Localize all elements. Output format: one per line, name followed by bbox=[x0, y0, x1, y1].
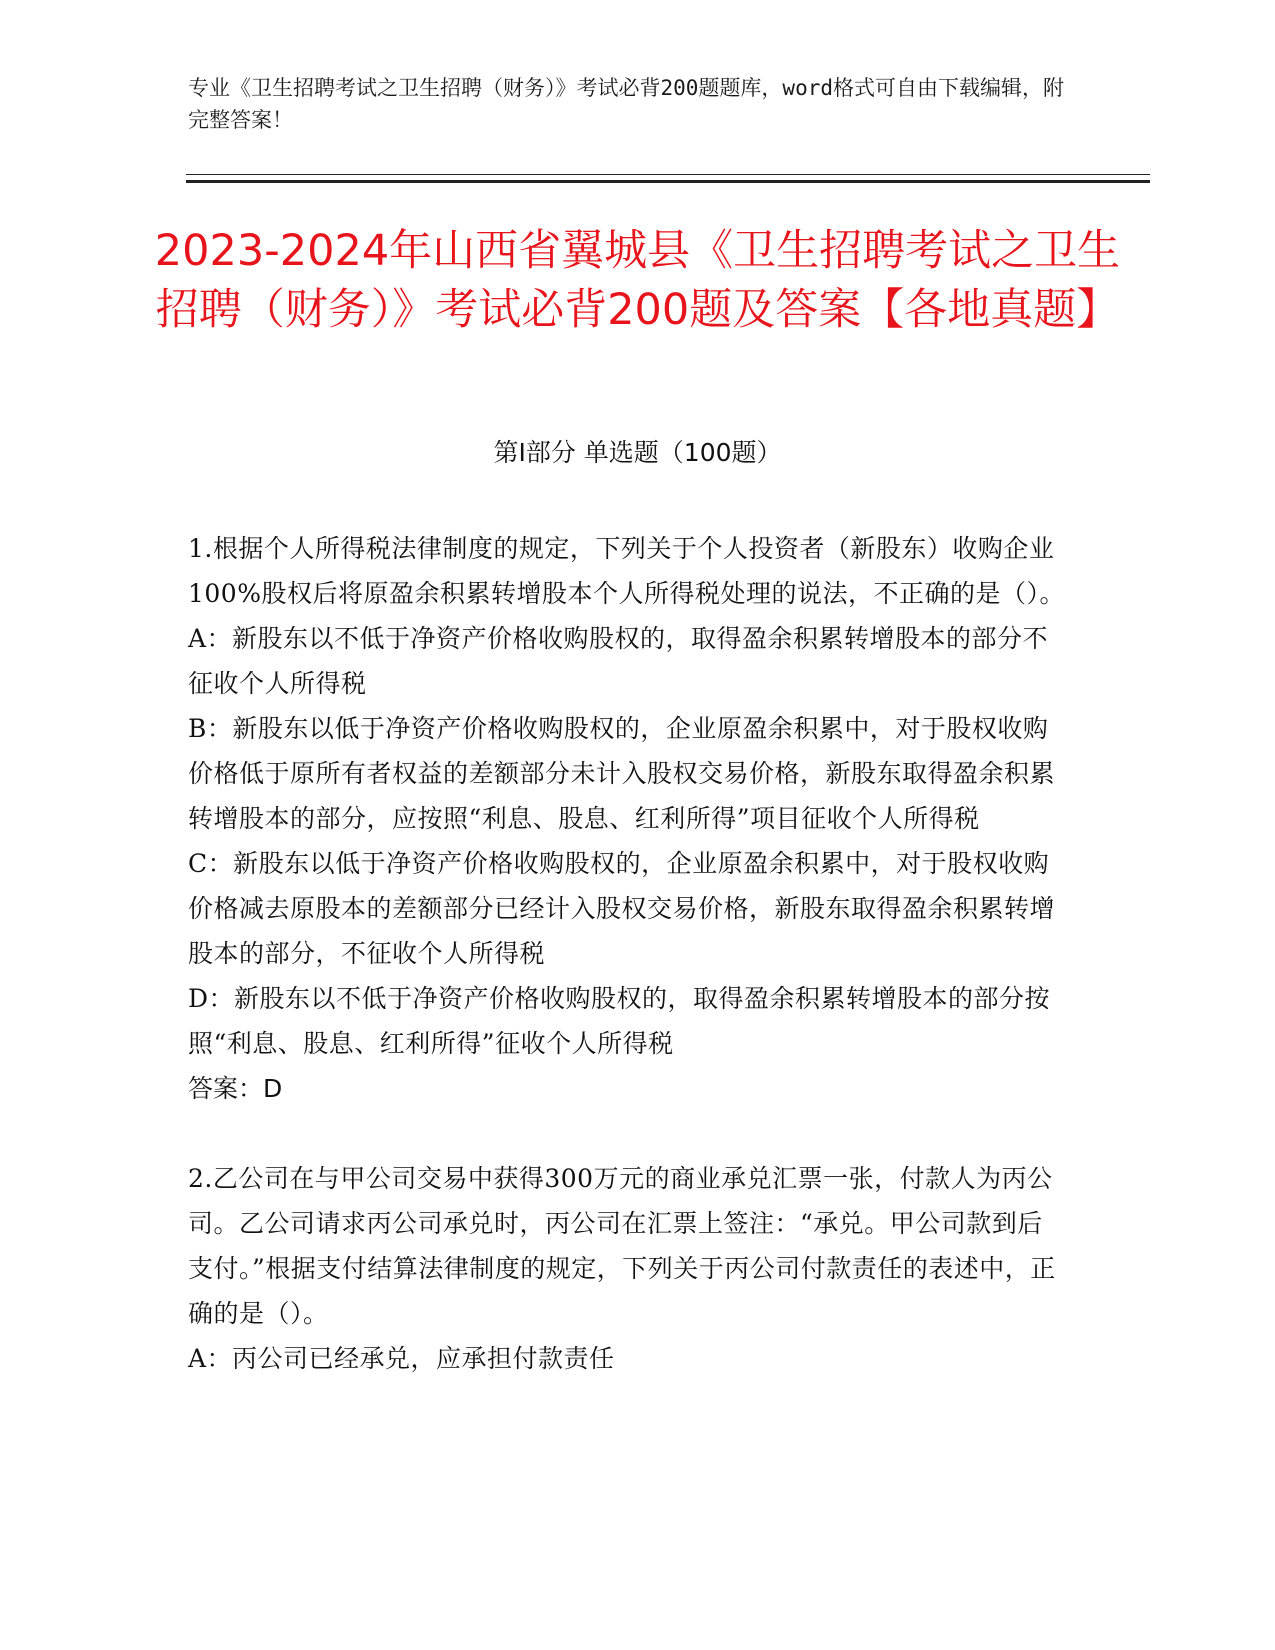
answer: 答案：D bbox=[188, 1074, 283, 1103]
option-c: C：新股东以低于净资产价格收购股权的，企业原盈余积累中，对于股权收购价格减去原股本的差额部分已经计入股权交易价格，新股东取得盈余积累转增股本的部分，不征收个人所得税 bbox=[188, 849, 1056, 968]
option-a: A：丙公司已经承兑，应承担付款责任 bbox=[188, 1344, 615, 1373]
document-title: 2023-2024年山西省翼城县《卫生招聘考试之卫生招聘（财务）》考试必背200题及答案【各地真题】 bbox=[154, 226, 1121, 335]
option-a: A：新股东以不低于净资产价格收购股权的，取得盈余积累转增股本的部分不征收个人所得税 bbox=[188, 624, 1049, 698]
header-rule-thick bbox=[186, 180, 1150, 183]
option-d: D：新股东以不低于净资产价格收购股权的，取得盈余积累转增股本的部分按照“利息、股息、红利所得”征收个人所得税 bbox=[188, 984, 1051, 1058]
question-2 bbox=[188, 1156, 1068, 1381]
header-note: 专业《卫生招聘考试之卫生招聘（财务）》考试必背200题题库，word格式可自由下载编辑，附完整答案！ bbox=[188, 76, 1064, 132]
question-stem: 2.乙公司在与甲公司交易中获得300万元的商业承兑汇票一张，付款人为丙公司。乙公司请求丙公司承兑时，丙公司在汇票上签注：“承兑。甲公司款到后支付。”根据支付结算法律制度的规定，下列关于丙公司付款责任的表述中，正确的是（）。 bbox=[188, 1164, 1056, 1328]
section-title: 第I部分 单选题（100题） bbox=[493, 438, 782, 467]
question-list bbox=[188, 526, 1068, 1381]
question-1 bbox=[188, 526, 1068, 1111]
option-b: B：新股东以低于净资产价格收购股权的，企业原盈余积累中，对于股权收购价格低于原所有者权益的差额部分未计入股权交易价格，新股东取得盈余积累转增股本的部分，应按照“利息、股息、红利所得”项目征收个人所得税 bbox=[188, 714, 1056, 833]
question-stem: 1.根据个人所得税法律制度的规定，下列关于个人投资者（新股东）收购企业100%股权后将原盈余积累转增股本个人所得税处理的说法，不正确的是（）。 bbox=[188, 534, 1065, 608]
question-spacer bbox=[188, 1111, 1068, 1156]
header-rule-thin bbox=[186, 174, 1150, 175]
